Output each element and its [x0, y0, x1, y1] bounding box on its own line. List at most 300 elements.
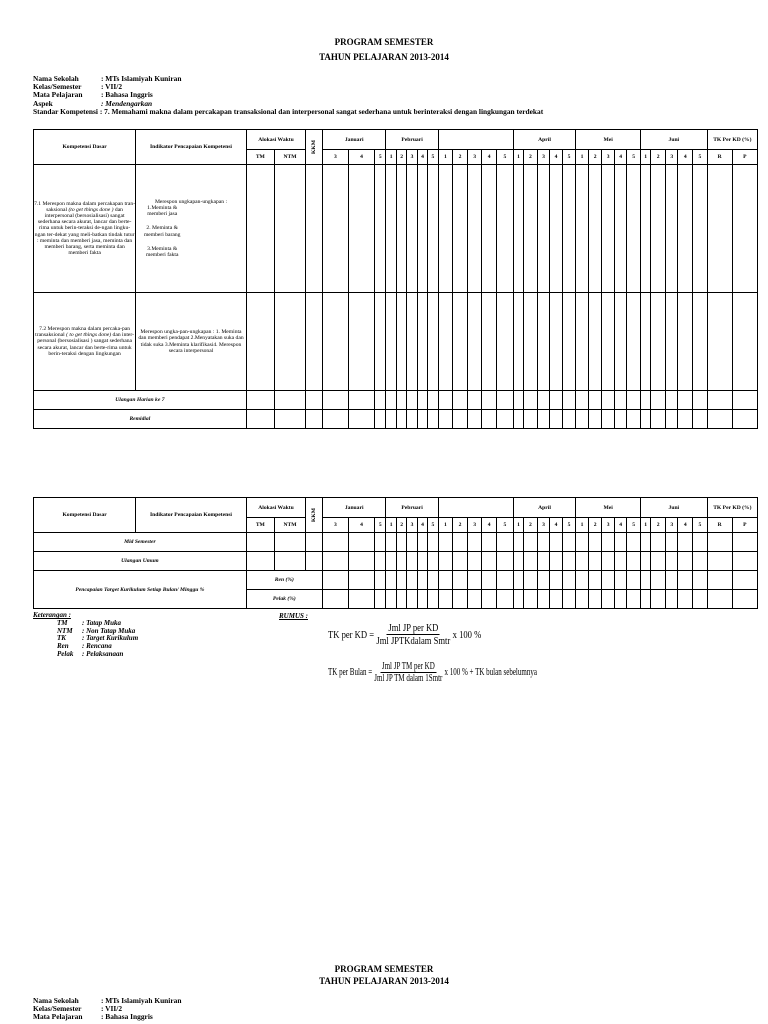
document-info [33, 75, 543, 116]
header-tm: TM [246, 518, 274, 533]
cell-empty [274, 410, 305, 429]
cell-empty [396, 590, 406, 609]
cell-empty [513, 293, 523, 391]
header-p: P [732, 150, 757, 165]
cell-empty [562, 590, 576, 609]
remidial-label: Remidial [34, 410, 247, 429]
month-pebruari: Pebruari [386, 130, 438, 150]
cell-empty [482, 165, 497, 293]
cell-empty [550, 571, 563, 590]
header-kompetensi-dasar: Kompetensi Dasar [34, 498, 136, 533]
cell-empty [453, 533, 468, 552]
cell-empty [322, 410, 348, 429]
week-cell: 3 [322, 150, 348, 165]
week-cell: 4 [417, 150, 427, 165]
cell-empty [322, 533, 348, 552]
abbr-desc: : Tatap Muka [82, 618, 122, 627]
cell-empty [386, 410, 396, 429]
cell-empty [497, 293, 514, 391]
cell-empty [640, 410, 650, 429]
cell-empty [707, 165, 732, 293]
cell-empty [640, 533, 650, 552]
abbr-desc: : Non Tatap Muka [82, 626, 136, 635]
cell-empty [640, 571, 650, 590]
cell-empty [562, 293, 576, 391]
abbr: Pelak [57, 649, 74, 658]
cell-empty [396, 410, 406, 429]
cell-empty [550, 410, 563, 429]
cell-empty [614, 293, 627, 391]
week-cell: 4 [348, 518, 374, 533]
cell-empty [627, 165, 641, 293]
cell-empty [467, 533, 482, 552]
cell-empty [614, 391, 627, 410]
cell-empty [537, 165, 550, 293]
cell-empty [640, 293, 650, 391]
cell-empty [438, 552, 453, 571]
subject-value: : Bahasa Inggris [101, 1012, 153, 1022]
cell-empty [482, 590, 497, 609]
month-juni: Juni [640, 130, 707, 150]
cell-empty [588, 165, 602, 293]
week-cell: 4 [482, 518, 497, 533]
fraction [375, 622, 452, 647]
cell-empty [732, 391, 757, 410]
class-value: : VII/2 [101, 1004, 123, 1014]
cell-empty [732, 533, 757, 552]
cell-empty [438, 165, 453, 293]
ulangan-umum-label: Ulangan Umum [34, 552, 247, 571]
program-table-1 [33, 129, 758, 429]
cell-empty [588, 590, 602, 609]
week-cell: 2 [396, 150, 406, 165]
sk-label: Standar Kompetensi [33, 106, 98, 116]
week-cell: 2 [651, 518, 666, 533]
week-cell: 1 [640, 150, 650, 165]
cell-empty [665, 590, 678, 609]
cell-empty [375, 552, 386, 571]
cell-empty [375, 590, 386, 609]
cell-empty [497, 533, 514, 552]
cell-empty [524, 590, 538, 609]
cell-empty [707, 552, 732, 571]
school-label: Nama Sekolah [33, 996, 79, 1005]
cell-empty [386, 165, 396, 293]
table-row [34, 293, 758, 391]
cell-empty [348, 165, 374, 293]
formula-lhs: TK per KD = [328, 628, 375, 641]
cell-empty [537, 590, 550, 609]
cell-empty [627, 391, 641, 410]
month-januari: Januari [322, 130, 386, 150]
week-cell: 2 [651, 150, 666, 165]
cell-empty [513, 391, 523, 410]
pencapaian-label: Pencapaian Target Kurikulum Setiap Bulan/ Minggu % [34, 571, 247, 609]
cell-empty [274, 533, 305, 552]
cell-empty [707, 571, 732, 590]
table-row [34, 533, 758, 552]
cell-empty [651, 590, 666, 609]
cell-empty [322, 571, 348, 590]
cell-empty [438, 391, 453, 410]
rumus-title: RUMUS : [279, 612, 308, 620]
cell-empty [576, 410, 589, 429]
cell-empty [375, 293, 386, 391]
cell-empty [693, 410, 708, 429]
week-cell: 4 [550, 518, 563, 533]
header-ntm: NTM [274, 518, 305, 533]
cell-empty [627, 293, 641, 391]
class-value: : VII/2 [101, 82, 123, 92]
week-cell: 5 [375, 518, 386, 533]
formula-rhs: x 100 % [452, 628, 482, 641]
cell-empty [386, 533, 396, 552]
cell-empty [602, 293, 615, 391]
week-cell: 5 [428, 150, 438, 165]
cell-empty [550, 590, 563, 609]
cell-empty [428, 571, 438, 590]
class-label: Kelas/Semester [33, 1004, 82, 1014]
cell-empty [417, 410, 427, 429]
week-cell: 4 [614, 150, 627, 165]
header-indikator: Indikator Pencapaian Kompetensi [136, 130, 247, 165]
header-tk-per-kd: TK Per KD (%) [707, 130, 757, 150]
cell-empty [306, 165, 323, 293]
cell-empty [513, 571, 523, 590]
cell-empty [497, 590, 514, 609]
cell-empty [665, 410, 678, 429]
school-value: : MTs Islamiyah Kuniran [101, 74, 182, 83]
cell-empty [396, 533, 406, 552]
week-cell: 4 [550, 150, 563, 165]
cell-empty [348, 552, 374, 571]
cell-empty [588, 533, 602, 552]
ren-label: Ren (%) [246, 571, 322, 590]
header-indikator: Indikator Pencapaian Kompetensi [136, 498, 247, 533]
cell-empty [417, 391, 427, 410]
kd-7-2: 7.2 Merespon makna dalam percaka-pan transaksional ( to get things done) dan inter-personal (bersosialisasi ) sangat sederhana secara akurat, lancar dan berte-rima untuk berin-teraksi dengan lingkungan [34, 293, 136, 391]
cell-empty [651, 391, 666, 410]
cell-empty [322, 293, 348, 391]
cell-empty [513, 410, 523, 429]
week-cell: 5 [627, 518, 641, 533]
cell-empty [453, 391, 468, 410]
cell-empty [614, 533, 627, 552]
cell-empty [417, 590, 427, 609]
cell-empty [386, 571, 396, 590]
week-cell: 3 [537, 150, 550, 165]
cell-empty [627, 410, 641, 429]
cell-empty [537, 552, 550, 571]
week-cell: 3 [602, 518, 615, 533]
cell-empty [274, 293, 305, 391]
cell-empty [576, 552, 589, 571]
cell-empty [246, 391, 274, 410]
keterangan [33, 612, 138, 659]
cell-empty [550, 391, 563, 410]
cell-empty [588, 391, 602, 410]
week-cell: 3 [467, 150, 482, 165]
cell-empty [513, 533, 523, 552]
cell-empty [665, 293, 678, 391]
denominator: Jml JP TM dalam 1Smtr [374, 673, 443, 684]
cell-empty [651, 293, 666, 391]
kd-7-1: 7.1 Merespon makna dalam percakapan tran-saksional (to get things done ) dan interpersonal (bersosialisasi) sangat sederhana secara akurat, lancar dan berte-rima untuk berin-teraksi de-ngan lingku-ngan ter-dekat yang meli-batkan tindak tutur : meminta dan memberi jasa, meminta dan memberi barang, serta meminta dan memberi fakta [34, 165, 136, 293]
cell-empty [453, 410, 468, 429]
cell-empty [246, 552, 274, 571]
cell-empty [614, 165, 627, 293]
cell-empty [417, 293, 427, 391]
cell-empty [562, 552, 576, 571]
cell-empty [497, 410, 514, 429]
cell-empty [602, 533, 615, 552]
formula-tk-per-kd [328, 622, 481, 647]
page2-info [33, 997, 181, 1022]
header-tk-per-kd: TK Per KD (%) [707, 498, 757, 518]
week-cell: 5 [562, 150, 576, 165]
cell-empty [322, 165, 348, 293]
cell-empty [274, 391, 305, 410]
month-mei: Mei [576, 130, 641, 150]
month-maret [438, 130, 513, 150]
cell-empty [306, 391, 323, 410]
week-cell: 4 [614, 518, 627, 533]
header-alokasi: Alokasi Waktu [246, 498, 305, 518]
cell-empty [678, 165, 693, 293]
cell-empty [614, 410, 627, 429]
header-tm: TM [246, 150, 274, 165]
cell-empty [576, 391, 589, 410]
header-ntm: NTM [274, 150, 305, 165]
month-mei: Mei [576, 498, 641, 518]
cell-empty [550, 533, 563, 552]
cell-empty [651, 533, 666, 552]
cell-empty [428, 590, 438, 609]
week-cell: 3 [407, 150, 417, 165]
header-kkm: KKM [306, 130, 323, 165]
cell-empty [438, 590, 453, 609]
month-april: April [513, 130, 576, 150]
cell-empty [707, 391, 732, 410]
month-pebruari: Pebruari [386, 498, 438, 518]
cell-empty [693, 293, 708, 391]
cell-empty [550, 293, 563, 391]
cell-empty [513, 165, 523, 293]
week-cell: 4 [348, 150, 374, 165]
cell-empty [348, 590, 374, 609]
month-april: April [513, 498, 576, 518]
week-cell: 1 [386, 518, 396, 533]
cell-empty [562, 391, 576, 410]
cell-empty [322, 552, 348, 571]
week-cell: 5 [693, 150, 708, 165]
cell-empty [665, 391, 678, 410]
cell-empty [732, 165, 757, 293]
week-cell: 5 [428, 518, 438, 533]
cell-empty [348, 533, 374, 552]
cell-empty [576, 590, 589, 609]
cell-empty [375, 571, 386, 590]
week-cell: 2 [453, 518, 468, 533]
cell-empty [576, 571, 589, 590]
cell-empty [438, 410, 453, 429]
numerator: Jml JP per KD [388, 622, 439, 634]
cell-empty [537, 533, 550, 552]
header-kkm: KKM [306, 498, 323, 533]
cell-empty [453, 293, 468, 391]
table-row [34, 391, 758, 410]
cell-empty [306, 533, 323, 552]
week-cell: 1 [576, 518, 589, 533]
cell-empty [375, 533, 386, 552]
school-label: Nama Sekolah [33, 74, 79, 83]
formula-tk-per-bulan [328, 661, 537, 684]
cell-empty [513, 552, 523, 571]
cell-empty [467, 165, 482, 293]
cell-empty [407, 533, 417, 552]
cell-empty [588, 293, 602, 391]
cell-empty [550, 552, 563, 571]
cell-empty [562, 533, 576, 552]
cell-empty [562, 165, 576, 293]
cell-empty [693, 552, 708, 571]
cell-empty [375, 165, 386, 293]
cell-empty [386, 391, 396, 410]
cell-empty [693, 533, 708, 552]
week-cell: 5 [627, 150, 641, 165]
cell-empty [665, 552, 678, 571]
week-cell: 5 [497, 150, 514, 165]
cell-empty [467, 590, 482, 609]
cell-empty [438, 571, 453, 590]
cell-empty [602, 590, 615, 609]
week-cell: 2 [588, 150, 602, 165]
cell-empty [614, 571, 627, 590]
month-juni: Juni [640, 498, 707, 518]
cell-empty [627, 571, 641, 590]
abbr: Ren [57, 642, 69, 651]
cell-empty [707, 293, 732, 391]
subject-label: Mata Pelajaran [33, 1012, 83, 1022]
cell-empty [375, 410, 386, 429]
cell-empty [693, 165, 708, 293]
cell-empty [588, 571, 602, 590]
cell-empty [482, 552, 497, 571]
cell-empty [678, 533, 693, 552]
formula-lhs: TK per Bulan = [328, 667, 373, 678]
formula-rhs: x 100 % + TK bulan sebelumnya [444, 667, 537, 678]
week-cell: 3 [602, 150, 615, 165]
header-kompetensi-dasar: Kompetensi Dasar [34, 130, 136, 165]
week-cell: 1 [438, 518, 453, 533]
cell-empty [246, 165, 274, 293]
cell-empty [693, 571, 708, 590]
cell-empty [482, 533, 497, 552]
cell-empty [732, 552, 757, 571]
cell-empty [497, 165, 514, 293]
indikator-7-1: Merespon ungkapan-ungkapan : 1.Meminta & memberi jasa 2. Meminta & memberi barang 3.Meminta & memberi fakta [136, 165, 247, 293]
cell-empty [640, 552, 650, 571]
header-r: R [707, 518, 732, 533]
cell-empty [562, 571, 576, 590]
cell-empty [428, 165, 438, 293]
cell-empty [602, 410, 615, 429]
subject-label: Mata Pelajaran [33, 90, 83, 100]
cell-empty [665, 533, 678, 552]
cell-empty [651, 552, 666, 571]
week-cell: 5 [562, 518, 576, 533]
cell-empty [707, 410, 732, 429]
cell-empty [467, 293, 482, 391]
week-cell: 1 [640, 518, 650, 533]
page-subtitle: TAHUN PELAJARAN 2013-2014 [319, 52, 449, 62]
cell-empty [524, 165, 538, 293]
cell-empty [537, 571, 550, 590]
cell-empty [497, 391, 514, 410]
week-cell: 1 [386, 150, 396, 165]
cell-empty [707, 533, 732, 552]
week-cell: 4 [678, 518, 693, 533]
cell-empty [640, 165, 650, 293]
cell-empty [627, 590, 641, 609]
week-cell: 2 [588, 518, 602, 533]
class-label: Kelas/Semester [33, 82, 82, 92]
cell-empty [407, 571, 417, 590]
week-cell: 2 [524, 518, 538, 533]
cell-empty [396, 571, 406, 590]
cell-empty [562, 410, 576, 429]
header-p: P [732, 518, 757, 533]
cell-empty [602, 552, 615, 571]
header-r: R [707, 150, 732, 165]
week-cell: 2 [524, 150, 538, 165]
cell-empty [453, 552, 468, 571]
week-cell: 3 [322, 518, 348, 533]
ulangan-harian-label: Ulangan Harian ke 7 [34, 391, 247, 410]
cell-empty [576, 533, 589, 552]
cell-empty [537, 293, 550, 391]
week-cell: 3 [665, 518, 678, 533]
cell-empty [497, 571, 514, 590]
cell-empty [396, 391, 406, 410]
cell-empty [438, 533, 453, 552]
cell-empty [537, 391, 550, 410]
cell-empty [640, 590, 650, 609]
cell-empty [428, 410, 438, 429]
abbr: NTM [57, 626, 73, 635]
cell-empty [386, 590, 396, 609]
cell-empty [386, 293, 396, 391]
cell-empty [417, 533, 427, 552]
cell-empty [693, 590, 708, 609]
cell-empty [467, 410, 482, 429]
cell-empty [482, 293, 497, 391]
cell-empty [550, 165, 563, 293]
fraction [373, 661, 444, 684]
cell-empty [407, 410, 417, 429]
cell-empty [732, 410, 757, 429]
month-maret [438, 498, 513, 518]
table-row [34, 410, 758, 429]
cell-empty [348, 293, 374, 391]
week-cell: 5 [375, 150, 386, 165]
cell-empty [537, 410, 550, 429]
cell-empty [665, 571, 678, 590]
cell-empty [627, 533, 641, 552]
cell-empty [407, 293, 417, 391]
cell-empty [306, 410, 323, 429]
week-cell: 3 [407, 518, 417, 533]
